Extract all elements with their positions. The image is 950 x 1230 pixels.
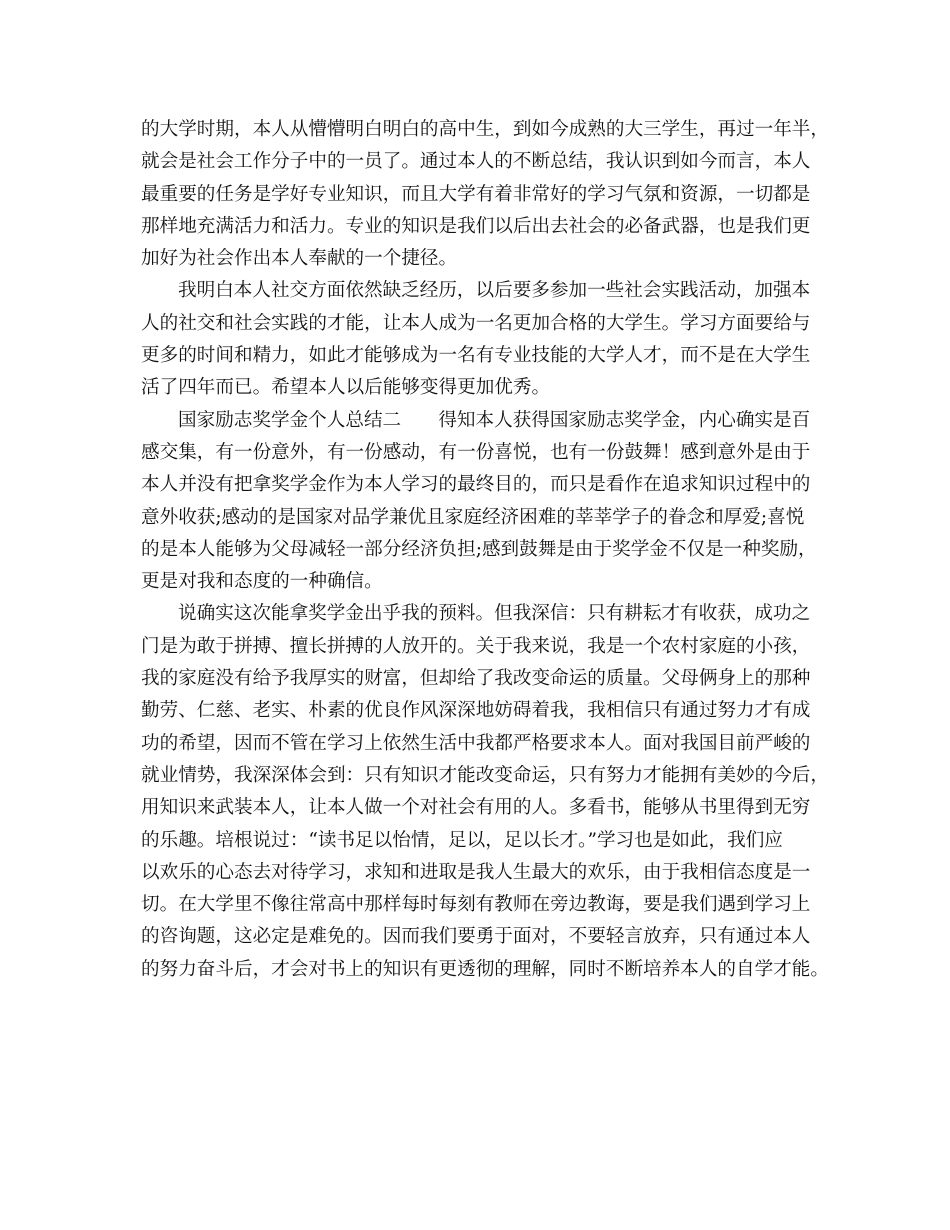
text-line: 意外收获;感动的是国家对品学兼优且家庭经济困难的莘莘学子的眷念和厚爱;喜悦	[141, 506, 805, 528]
text-line: 就会是社会工作分子中的一员了。通过本人的不断总结，我认识到如今而言，本人	[141, 151, 811, 173]
text-line: 以欢乐的心态去对待学习，求知和进取是我人生最大的欢乐，由于我相信态度是一	[141, 861, 811, 883]
text-line: 更多的时间和精力，如此才能够成为一名有专业技能的大学人才，而不是在大学生	[141, 345, 811, 367]
text-line: 用知识来武装本人，让本人做一个对社会有用的人。多看书，能够从书里得到无穷	[141, 797, 811, 819]
text-line: 感交集，有一份意外，有一份感动，有一份喜悦，也有一份鼓舞！感到意外是由于	[141, 441, 811, 463]
paragraph-2	[141, 275, 823, 404]
text-line: 本人并没有把拿奖学金作为本人学习的最终目的，而只是看作在追求知识过程中的	[141, 474, 811, 496]
text-line: 活了四年而已。希望本人以后能够变得更加优秀。	[141, 377, 551, 399]
text-line: 勤劳、仁慈、老实、朴素的优良作风深深地妨碍着我，我相信只有通过努力才有成	[141, 700, 811, 722]
text-line: 的是本人能够为父母减轻一部分经济负担;感到鼓舞是由于奖学金不仅是一种奖励，	[141, 538, 817, 560]
text-line: 的咨询题，这必定是难免的。因而我们要勇于面对，不要轻言放弃，只有通过本人	[141, 926, 811, 948]
text-line: 就业情势，我深深体会到：只有知识才能改变命运，只有努力才能拥有美妙的今后，	[141, 764, 829, 786]
text-line: 的乐趣。培根说过：“读书足以怡情，足以，足以长才。”学习也是如此，我们应	[141, 829, 783, 851]
body-text	[141, 114, 829, 986]
text-line: 的大学时期，本人从懵懵明白明白的高中生，到如今成熟的大三学生，再过一年半，	[141, 119, 829, 140]
text-line: 更是对我和态度的一种确信。	[141, 571, 383, 593]
text-line: 加好为社会作出本人奉献的一个捷径。	[141, 248, 458, 270]
text-line: 说确实这次能拿奖学金出乎我的预料。但我深信：只有耕耘才有收获，成功之	[178, 603, 811, 625]
text-line: 国家励志奖学金个人总结二 得知本人获得国家励志奖学金，内心确实是百	[178, 409, 811, 431]
text-line: 切。在大学里不像往常高中那样每时每刻有教师在旁边教诲，要是我们遇到学习上	[141, 894, 811, 916]
text-line: 功的希望，因而不管在学习上依然生活中我都严格要求本人。面对我国目前严峻的	[141, 732, 811, 754]
text-line: 我的家庭没有给予我厚实的财富，但却给了我改变命运的质量。父母俩身上的那种	[141, 668, 811, 690]
text-line: 最重要的任务是学好专业知识，而且大学有着非常好的学习气氛和资源，一切都是	[141, 183, 811, 205]
paragraph-3	[141, 405, 823, 599]
text-line: 那样地充满活力和活力。专业的知识是我们以后出去社会的必备武器，也是我们更	[141, 215, 811, 237]
paragraph-1	[141, 114, 829, 275]
paragraph-4	[141, 598, 829, 986]
text-line: 我明白本人社交方面依然缺乏经历，以后要多参加一些社会实践活动，加强本	[178, 280, 811, 302]
text-line: 人的社交和社会实践的才能，让本人成为一名更加合格的大学生。学习方面要给与	[141, 312, 811, 334]
text-line: 的努力奋斗后，才会对书上的知识有更透彻的理解，同时不断培养本人的自学才能。	[141, 958, 829, 980]
text-line: 门是为敢于拼搏、擅长拼搏的人放开的。关于我来说，我是一个农村家庭的小孩，	[141, 635, 811, 657]
